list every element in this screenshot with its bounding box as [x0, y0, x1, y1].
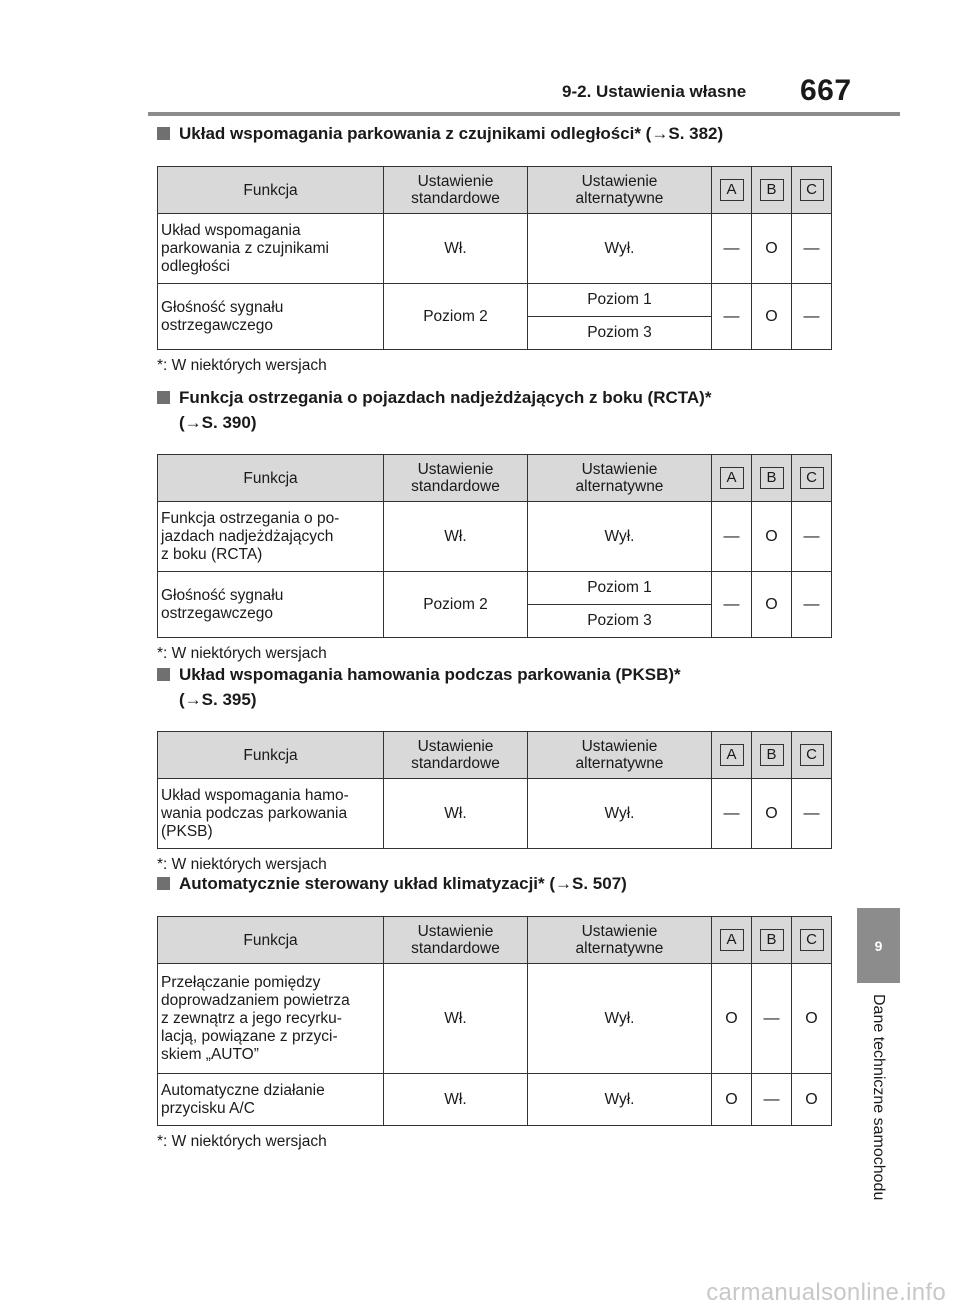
standard-cell: Poziom 2 [384, 572, 528, 638]
mark-a: — [712, 284, 752, 350]
mark-a: O [712, 964, 752, 1074]
footnote: *: W niektórych wersjach [157, 1133, 327, 1150]
mark-b: O [752, 502, 792, 572]
header-standard: Ustawienie standardowe [384, 732, 528, 779]
table-row [158, 572, 832, 605]
alternative-cell: Wył. [528, 214, 712, 284]
alternative-cell: Poziom 1 [528, 284, 712, 317]
alternative-cell: Poziom 1 [528, 572, 712, 605]
table-row [158, 284, 832, 317]
chapter-label-text: Dane techniczne samochodu [870, 994, 887, 1201]
mark-c: — [792, 502, 832, 572]
function-cell: Głośność sygnału ostrzegawczego [158, 284, 384, 350]
header-letter-c: C [792, 167, 832, 214]
settings-table [157, 454, 832, 638]
standard-cell: Wł. [384, 1074, 528, 1126]
standard-cell: Wł. [384, 779, 528, 849]
section-climate [155, 871, 835, 1151]
section-title: Układ wspomagania hamowania podczas parkowania (PKSB)* (→S. 395) [157, 662, 835, 712]
function-cell: Automatyczne działanie przycisku A/C [158, 1074, 384, 1126]
mark-b: O [752, 284, 792, 350]
mark-b: O [752, 779, 792, 849]
header-letter-b: B [752, 167, 792, 214]
alternative-cell: Wył. [528, 1074, 712, 1126]
table-row [158, 1074, 832, 1126]
mark-c: O [792, 964, 832, 1074]
mark-a: — [712, 502, 752, 572]
header-alternative: Ustawienie alternatywne [528, 917, 712, 964]
alternative-cell: Wył. [528, 779, 712, 849]
mark-a: O [712, 1074, 752, 1126]
table-row [158, 779, 832, 849]
section-rcta [155, 385, 835, 663]
standard-cell: Wł. [384, 214, 528, 284]
square-bullet-icon [157, 877, 170, 890]
section-title: Układ wspomagania parkowania z czujnikami odległości* (→S. 382) [157, 121, 835, 146]
table-row [158, 214, 832, 284]
alternative-cell: Poziom 3 [528, 317, 712, 350]
footnote: *: W niektórych wersjach [157, 645, 327, 662]
chapter-tab[interactable] [857, 908, 900, 983]
mark-c: O [792, 1074, 832, 1126]
header-letter-c: C [792, 732, 832, 779]
header-letter-c: C [792, 455, 832, 502]
header-standard: Ustawienie standardowe [384, 167, 528, 214]
function-cell: Głośność sygnału ostrzegawczego [158, 572, 384, 638]
header-alternative: Ustawienie alternatywne [528, 167, 712, 214]
header-function: Funkcja [158, 455, 384, 502]
mark-c: — [792, 284, 832, 350]
mark-a: — [712, 572, 752, 638]
header-alternative: Ustawienie alternatywne [528, 732, 712, 779]
mark-b: O [752, 214, 792, 284]
footnote: *: W niektórych wersjach [157, 357, 327, 374]
mark-b: — [752, 964, 792, 1074]
standard-cell: Poziom 2 [384, 284, 528, 350]
watermark: carmanualsonline.info [706, 1279, 946, 1306]
header-letter-a: A [712, 732, 752, 779]
alternative-cell: Poziom 3 [528, 605, 712, 638]
settings-table [157, 166, 832, 350]
standard-cell: Wł. [384, 502, 528, 572]
function-cell: Przełączanie pomiędzy doprowadzaniem powietrza z zewnątrz a jego recyrku- lacją, powiązane z przyci- skiem „AUTO” [158, 964, 384, 1074]
standard-cell: Wł. [384, 964, 528, 1074]
section-title: Funkcja ostrzegania o pojazdach nadjeżdżających z boku (RCTA)* (→S. 390) [157, 385, 835, 435]
section-pksb [155, 662, 835, 874]
function-cell: Układ wspomagania hamo- wania podczas parkowania (PKSB) [158, 779, 384, 849]
mark-b: — [752, 1074, 792, 1126]
header-letter-a: A [712, 167, 752, 214]
mark-b: O [752, 572, 792, 638]
header-letter-b: B [752, 917, 792, 964]
chapter-label [860, 994, 887, 1201]
mark-a: — [712, 214, 752, 284]
header-function: Funkcja [158, 732, 384, 779]
alternative-cell: Wył. [528, 502, 712, 572]
function-cell: Funkcja ostrzegania o po- jazdach nadjeżdżających z boku (RCTA) [158, 502, 384, 572]
settings-table [157, 916, 832, 1126]
square-bullet-icon [157, 391, 170, 404]
header-letter-a: A [712, 455, 752, 502]
mark-c: — [792, 572, 832, 638]
footnote: *: W niektórych wersjach [157, 856, 327, 873]
chapter-number: 9 [874, 937, 883, 954]
header-letter-c: C [792, 917, 832, 964]
mark-c: — [792, 214, 832, 284]
alternative-cell: Wył. [528, 964, 712, 1074]
header-function: Funkcja [158, 917, 384, 964]
mark-c: — [792, 779, 832, 849]
header-letter-b: B [752, 455, 792, 502]
header-section-title: 9-2. Ustawienia własne [562, 82, 747, 101]
table-row [158, 964, 832, 1074]
header-letter-b: B [752, 732, 792, 779]
header-function: Funkcja [158, 167, 384, 214]
mark-a: — [712, 779, 752, 849]
header-alternative: Ustawienie alternatywne [528, 455, 712, 502]
square-bullet-icon [157, 668, 170, 681]
section-parking-sensors [155, 121, 835, 375]
header-letter-a: A [712, 917, 752, 964]
header-standard: Ustawienie standardowe [384, 917, 528, 964]
function-cell: Układ wspomagania parkowania z czujnikami odległości [158, 214, 384, 284]
header-rule [148, 112, 900, 116]
square-bullet-icon [157, 127, 170, 140]
settings-table [157, 731, 832, 849]
table-row [158, 502, 832, 572]
header-standard: Ustawienie standardowe [384, 455, 528, 502]
section-title: Automatycznie sterowany układ klimatyzacji* (→S. 507) [157, 871, 835, 896]
page-number: 667 [800, 74, 852, 107]
